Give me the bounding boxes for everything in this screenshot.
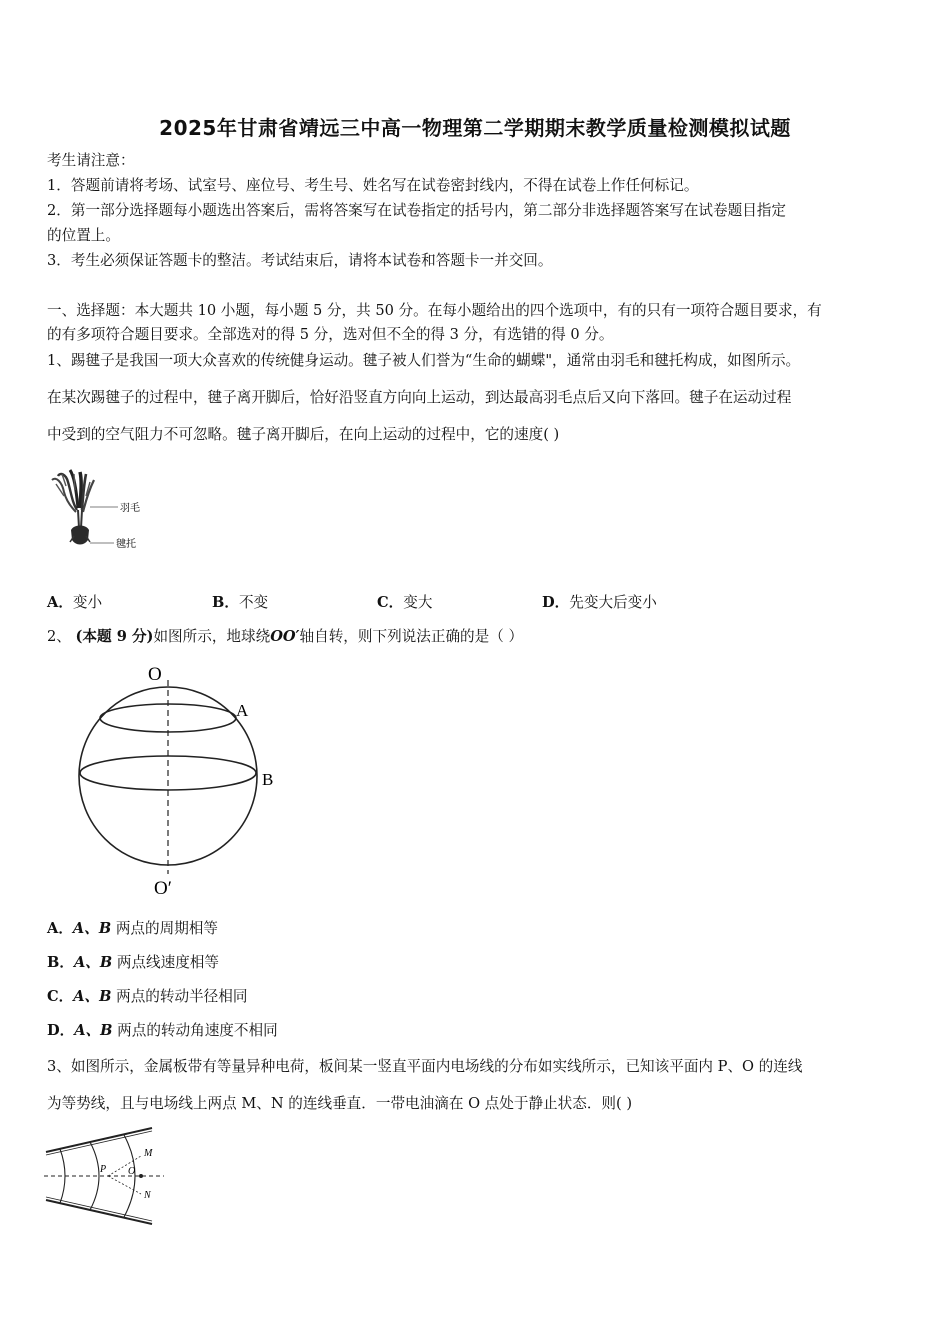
q2-score: (本题 9 分) [75,628,154,645]
q1-stem-line-1: 1、踢毽子是我国一项大众喜欢的传统健身运动。毽子被人们誉为“生命的蝴蝶"，通常由羽毛和毽托构成，如图所示。 [47,352,801,369]
option-letter: C． [47,988,74,1005]
point-n-label: N [144,1190,151,1201]
q2-option-d [47,1021,278,1041]
q2-text-a: 如图所示，地球绕 [153,628,271,645]
option-subject: A、B [72,920,112,937]
q2-option-b [47,953,219,973]
option-text: 两点的转动角速度不相同 [112,1022,278,1039]
section-heading-line-2: 的有多项符合题目要求。全部选对的得 5 分，选对但不全的得 3 分，有选错的得 0 分。 [47,326,614,343]
option-text: 先变大后变小 [569,594,657,611]
q1-option-b [212,593,268,613]
option-text: 变大 [403,594,433,611]
feather-label: 羽毛 [120,503,140,514]
exam-title: 2025年甘肃省靖远三中高一物理第二学期期末教学质量检测模拟试题 [159,116,791,140]
q1-stem-line-2: 在某次踢毽子的过程中，毽子离开脚后，恰好沿竖直方向向上运动，到达最高羽毛点后又向下落回。毽子在运动过程 [47,389,792,406]
point-m-label: M [144,1148,153,1159]
point-a-label: A [236,701,249,720]
q1-option-c [377,593,432,613]
electric-field-figure [44,1124,168,1228]
q2-axis: OO′ [270,628,300,645]
notice-item-1: 1．答题前请将考场、试室号、座位号、考生号、姓名写在试卷密封线内，不得在试卷上作任何标记。 [47,177,699,194]
q2-option-a [47,919,218,939]
notice-item-3: 3．考生必须保证答题卡的整洁。考试结束后，请将本试卷和答题卡一并交回。 [47,252,553,269]
option-letter: A． [47,594,73,611]
option-text: 变小 [72,594,103,611]
axis-top-label: O [148,664,162,685]
option-subject: A、B [73,954,113,971]
notice-item-2-cont: 的位置上。 [47,227,120,244]
point-b-label: B [262,770,274,789]
q2-stem [47,627,907,647]
q2-text-b: 轴自转，则下列说法正确的是（ ） [299,628,524,645]
q3-stem-line-1: 3、如图所示，金属板带有等量异种电荷，板间某一竖直平面内电场线的分布如实线所示，已知该平面内 P、O 的连线 [47,1058,803,1075]
earth-rotation-figure [70,658,290,900]
q1-option-a [47,593,102,613]
q3-stem-line-2: 为等势线，且与电场线上两点 M、N 的连线垂直．一带电油滴在 O 点处于静止状态．则( ) [47,1095,633,1112]
earth-drawing [79,680,257,874]
option-letter: B． [47,954,74,971]
option-letter: D． [47,1022,75,1039]
option-text: 两点的周期相等 [111,920,218,937]
shuttlecock-figure [44,466,154,554]
q2-number: 2、 [47,628,76,645]
option-text: 两点线速度相等 [112,954,219,971]
option-subject: A、B [74,1022,113,1039]
point-o-label: O [128,1166,136,1177]
option-letter: B． [212,594,239,611]
option-text: 两点的转动半径相同 [111,988,248,1005]
q1-stem-line-3: 中受到的空气阻力不可忽略。毽子离开脚后，在向上运动的过程中，它的速度( ) [47,426,560,443]
point-p-label: P [100,1164,107,1175]
q1-option-d [542,593,657,613]
option-letter: D． [542,594,570,611]
base-label: 毽托 [116,539,136,550]
point-o-dot [139,1174,143,1178]
notice-item-2: 2．第一部分选择题每小题选出答案后，需将答案写在试卷指定的括号内，第二部分非选择题答案写在试卷题目指定 [47,202,786,219]
q2-option-c [47,987,247,1007]
option-text: 不变 [238,594,269,611]
option-letter: A． [47,920,73,937]
option-letter: C． [377,594,404,611]
shuttlecock-drawing [52,470,118,545]
notice-heading: 考生请注意： [47,152,135,169]
option-subject: A、B [73,988,112,1005]
section-heading-line-1: 一、选择题：本大题共 10 小题，每小题 5 分，共 50 分。在每小题给出的四个选项中，有的只有一项符合题目要求，有 [47,302,822,319]
axis-bottom-label: O′ [154,878,172,899]
field-drawing [44,1128,164,1224]
